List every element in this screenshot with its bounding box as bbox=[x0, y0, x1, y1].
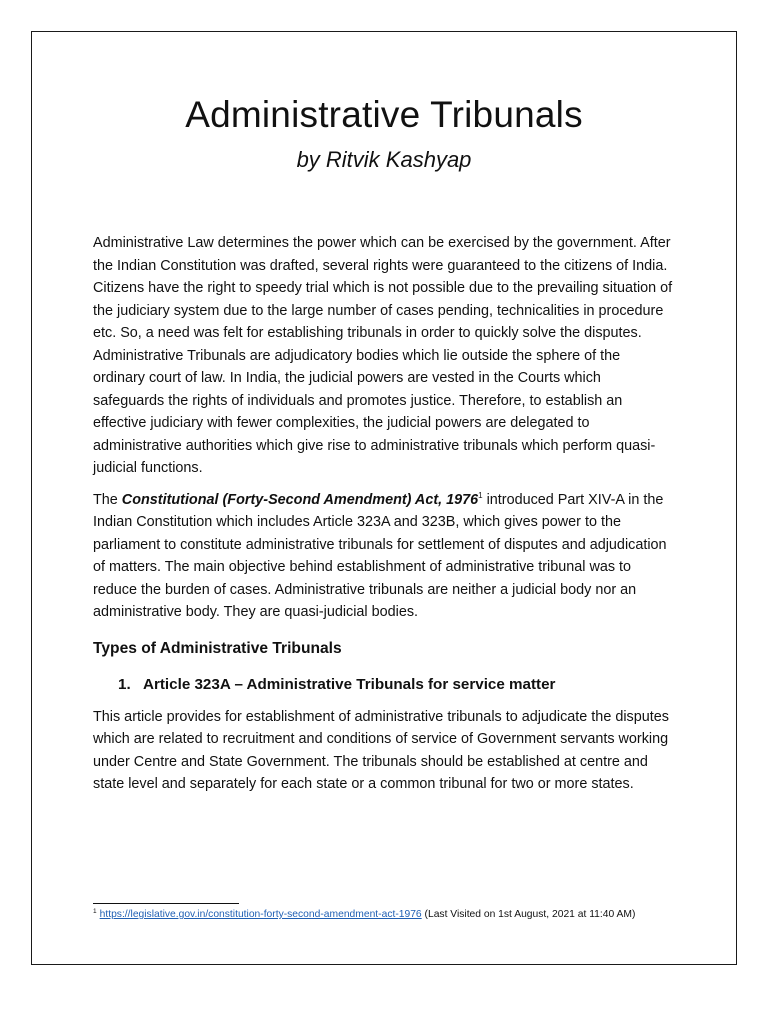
footnote-marker: 1 bbox=[93, 907, 97, 915]
section-heading: Types of Administrative Tribunals bbox=[93, 639, 342, 657]
document-author: by Ritvik Kashyap bbox=[296, 147, 472, 172]
subsection-number: 1. bbox=[118, 676, 131, 693]
paragraph-amendment-rest: introduced Part XIV-A in the Indian Constitution which includes Article 323A and 323B, which gives power to the parliament to constitute administrative tribunals for settlement of disputes and adjudication of matters. The main objective behind establishment of administrative tribunal was to reduce the burden of cases. Administrative tribunals are neither a judicial body nor an administrative body. They are quasi-judicial bodies. bbox=[93, 491, 667, 620]
footnote bbox=[93, 907, 675, 922]
footnote-note: (Last Visited on 1st August, 2021 at 11:40 AM) bbox=[421, 909, 636, 920]
amendment-act-name: Constitutional (Forty-Second Amendment) Act, 1976 bbox=[121, 491, 479, 508]
document-body bbox=[93, 232, 675, 805]
footnote-link[interactable]: https://legislative.gov.in/constitution-forty-second-amendment-act-1976 bbox=[99, 909, 422, 920]
paragraph-intro: Administrative Law determines the power which can be exercised by the government. After the Indian Constitution was drafted, several rights were guaranteed to the citizens of India. Citizens have the right to speedy trial which is not possible due to the prevailing situation of the judiciary system due to the large number of cases pending, technicalities in procedure etc. So, a need was felt for establishing tribunals in order to quickly solve the disputes. Administrative Tribunals are adjudicatory bodies which lie outside the sphere of the ordinary court of law. In India, the judicial powers are vested in the Courts which safeguards the rights of individuals and promotes justice. Therefore, to establish an effective judiciary with fewer complexities, the judicial powers are delegated to administrative authorities which give rise to administrative tribunals which perform quasi-judicial functions. bbox=[93, 235, 673, 476]
paragraph-article-323a: This article provides for establishment of administrative tribunals to adjudicate the disputes which are related to recruitment and conditions of service of Government servants working under Centre and State Government. The tribunals should be established at centre and state level and separately for each state or a common tribunal for two or more states. bbox=[93, 708, 669, 792]
document-title: Administrative Tribunals bbox=[185, 94, 583, 135]
footnote-separator bbox=[93, 903, 239, 904]
footnote-reference[interactable]: 1 bbox=[478, 490, 483, 500]
paragraph-amendment bbox=[93, 489, 675, 624]
paragraph-amendment-lead: The bbox=[93, 491, 122, 508]
subsection-title: Article 323A – Administrative Tribunals for service matter bbox=[143, 676, 556, 693]
subsection-heading bbox=[118, 674, 675, 697]
